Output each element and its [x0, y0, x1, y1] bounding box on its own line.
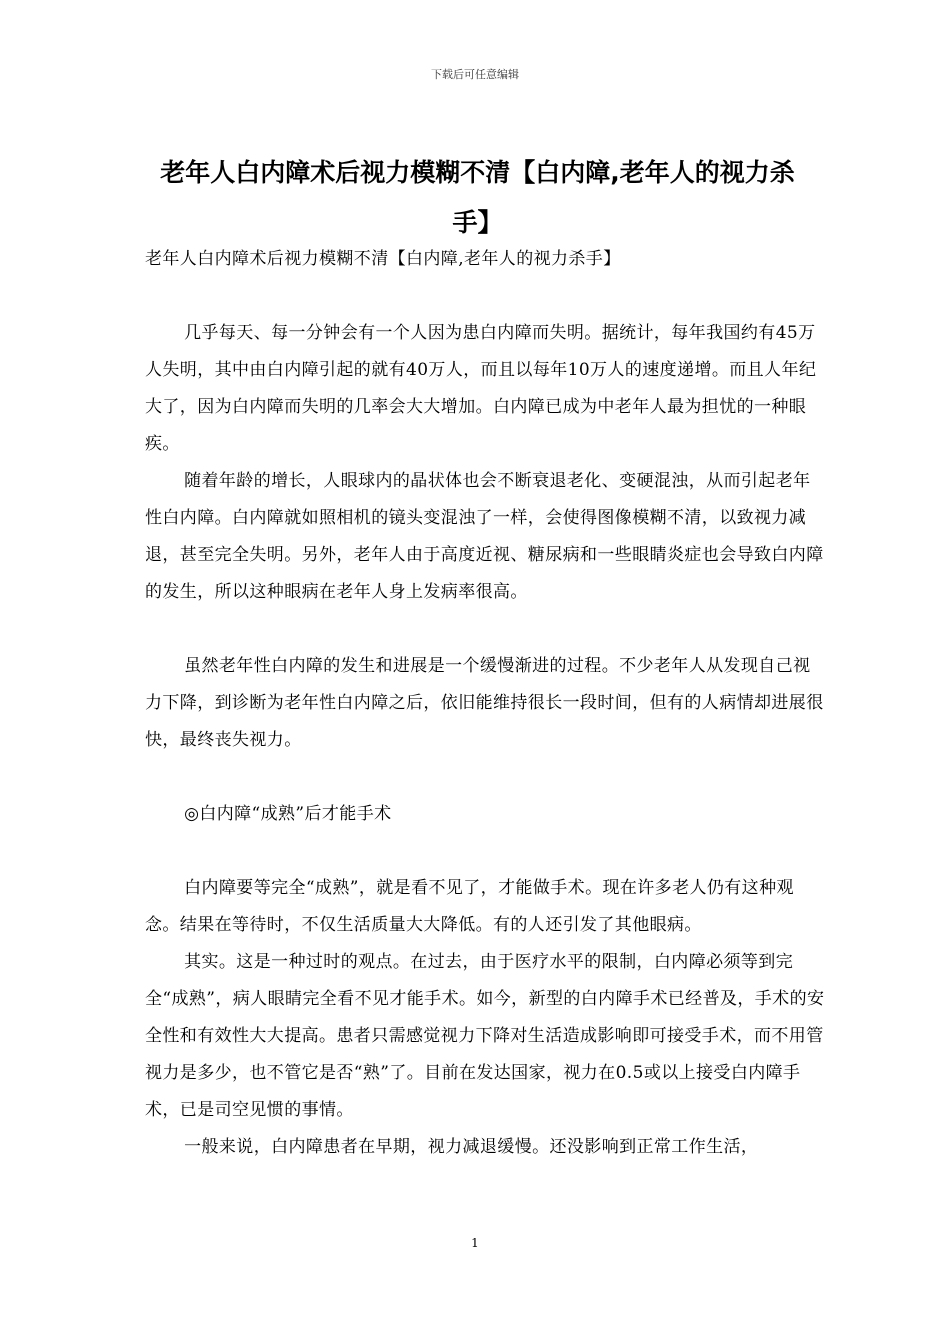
spacer [145, 611, 825, 648]
subtitle: 老年人白内障术后视力模糊不清【白内障,老年人的视力杀手】 [145, 249, 621, 269]
paragraph: 虽然老年性白内障的发生和进展是一个缓慢渐进的过程。不少老年人从发现自己视力下降，到诊断为老年性白内障之后，依旧能维持很长一段时间，但有的人病情却进展很快，最终丧失视力。 [145, 656, 824, 750]
paragraph: 随着年龄的增长，人眼球内的晶状体也会不断衰退老化、变硬混浊，从而引起老年性白内障。白内障就如照相机的镜头变混浊了一样，会使得图像模糊不清，以致视力减退，甚至完全失明。另外，老年人由于高度近视、糖尿病和一些眼睛炎症也会导致白内障的发生，所以这种眼病在老年人身上发病率很高。 [145, 471, 824, 602]
spacer [145, 833, 825, 870]
document-body [145, 241, 825, 1166]
paragraph: 其实。这是一种过时的观点。在过去，由于医疗水平的限制，白内障必须等到完全“成熟”，病人眼睛完全看不见才能手术。如今，新型的白内障手术已经普及，手术的安全性和有效性大大提高。患者只需感觉视力下降对生活造成影响即可接受手术，而不用管视力是多少，也不管它是否“熟”了。目前在发达国家，视力在0.5或以上接受白内障手术，已是司空见惯的事情。 [145, 952, 825, 1120]
document-title: 老年人白内障术后视力模糊不清【白内障,老年人的视力杀手】 [160, 158, 795, 237]
header-note: 下载后可任意编辑 [431, 68, 519, 81]
paragraph: 一般来说，白内障患者在早期，视力减退缓慢。还没影响到正常工作生活， [184, 1137, 759, 1157]
spacer [145, 278, 825, 315]
section-heading: ◎白内障“成熟”后才能手术 [184, 804, 392, 824]
spacer [145, 759, 825, 796]
page-number: 1 [471, 1236, 479, 1250]
paragraph: 白内障要等完全“成熟”，就是看不见了，才能做手术。现在许多老人仍有这种观念。结果在等待时，不仅生活质量大大降低。有的人还引发了其他眼病。 [145, 878, 794, 935]
paragraph: 几乎每天、每一分钟会有一个人因为患白内障而失明。据统计，每年我国约有45万人失明，其中由白内障引起的就有40万人，而且以每年10万人的速度递增。而且人年纪大了，因为白内障而失明的几率会大大增加。白内障已成为中老年人最为担忧的一种眼疾。 [145, 323, 817, 454]
